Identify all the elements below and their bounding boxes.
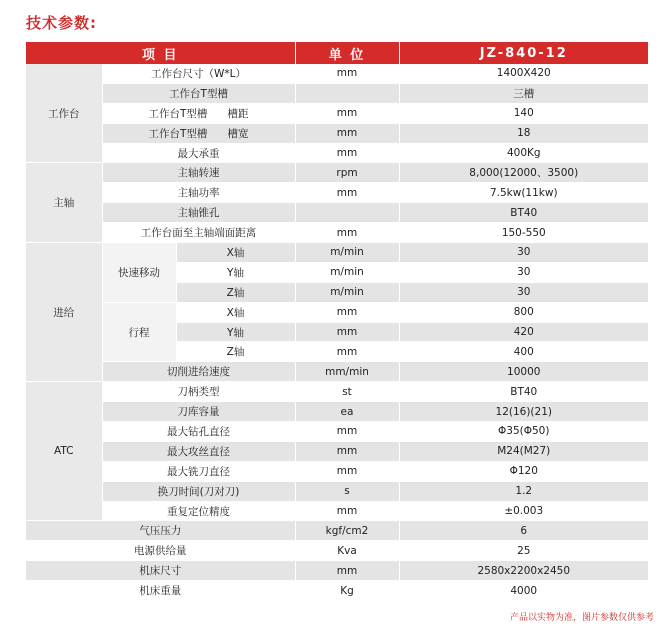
table-row (26, 422, 648, 442)
row-item: Z轴 (176, 342, 295, 362)
row-item: 最大钻孔直径 (102, 422, 295, 442)
row-item: 机床重量 (26, 581, 295, 601)
subgroup-label: 行程 (102, 302, 176, 362)
table-row (26, 481, 648, 501)
row-value: Φ35(Φ50) (399, 422, 648, 442)
table-row (26, 382, 648, 402)
row-item: 主轴锥孔 (102, 203, 295, 223)
row-item: 工作台T型槽 槽宽 (102, 123, 295, 143)
row-item: 主轴转速 (102, 163, 295, 183)
table-row (26, 362, 648, 382)
table-row (26, 163, 648, 183)
row-value: 1400X420 (399, 64, 648, 83)
row-unit: mm (295, 561, 399, 581)
row-unit: mm (295, 422, 399, 442)
row-value: 420 (399, 322, 648, 342)
spec-table (26, 42, 648, 601)
row-unit: m/min (295, 282, 399, 302)
row-unit: m/min (295, 243, 399, 263)
table-row (26, 123, 648, 143)
group-label: 进给 (26, 243, 102, 382)
table-row (26, 541, 648, 561)
row-item: 工作台T型槽 槽距 (102, 103, 295, 123)
table-row (26, 103, 648, 123)
row-item: 刀柄类型 (102, 382, 295, 402)
row-item: 主轴功率 (102, 183, 295, 203)
row-unit: mm (295, 103, 399, 123)
row-value: 4000 (399, 581, 648, 601)
table-row (26, 243, 648, 263)
row-unit: mm (295, 143, 399, 163)
table-row (26, 203, 648, 223)
row-unit: mm (295, 441, 399, 461)
row-value: BT40 (399, 203, 648, 223)
row-item: Y轴 (176, 262, 295, 282)
row-value: 6 (399, 521, 648, 541)
row-item: 换刀时间(刀对刀) (102, 481, 295, 501)
row-item: X轴 (176, 243, 295, 263)
subgroup-label: 快速移动 (102, 243, 176, 303)
row-item: 最大铣刀直径 (102, 461, 295, 481)
row-unit: m/min (295, 262, 399, 282)
group-label: 主轴 (26, 163, 102, 243)
row-unit: Kg (295, 581, 399, 601)
row-value: 150-550 (399, 223, 648, 243)
row-value: 三槽 (399, 83, 648, 103)
row-item: 切削进给速度 (102, 362, 295, 382)
row-value: 7.5kw(11kw) (399, 183, 648, 203)
row-value: 12(16)(21) (399, 402, 648, 422)
row-value: 30 (399, 243, 648, 263)
row-item: 刀库容量 (102, 402, 295, 422)
row-value: 400Kg (399, 143, 648, 163)
row-value: 1.2 (399, 481, 648, 501)
row-item: 工作台T型槽 (102, 83, 295, 103)
row-unit: ea (295, 402, 399, 422)
row-value: 10000 (399, 362, 648, 382)
row-unit: rpm (295, 163, 399, 183)
header-unit: 单 位 (295, 42, 399, 64)
row-unit: mm (295, 223, 399, 243)
row-unit: mm/min (295, 362, 399, 382)
table-row (26, 501, 648, 521)
row-item: 电源供给量 (26, 541, 295, 561)
row-item: 工作台面至主轴端面距离 (102, 223, 295, 243)
row-unit: mm (295, 342, 399, 362)
row-unit: kgf/cm2 (295, 521, 399, 541)
row-item: 气压压力 (26, 521, 295, 541)
row-item: 机床尺寸 (26, 561, 295, 581)
row-item: X轴 (176, 302, 295, 322)
row-item: 最大承重 (102, 143, 295, 163)
header-item: 项 目 (26, 42, 295, 64)
row-value: 800 (399, 302, 648, 322)
row-value: 2580x2200x2450 (399, 561, 648, 581)
table-row (26, 64, 648, 83)
table-row (26, 521, 648, 541)
row-value: ±0.003 (399, 501, 648, 521)
row-value: Φ120 (399, 461, 648, 481)
group-label: ATC (26, 382, 102, 521)
row-unit: mm (295, 123, 399, 143)
table-header (26, 42, 648, 64)
row-value: 400 (399, 342, 648, 362)
table-row (26, 302, 648, 322)
table-row (26, 183, 648, 203)
row-unit: mm (295, 183, 399, 203)
header-model: JZ-840-12 (399, 42, 648, 64)
row-unit: mm (295, 461, 399, 481)
row-value: 18 (399, 123, 648, 143)
row-value: 8,000(12000、3500) (399, 163, 648, 183)
row-unit: mm (295, 501, 399, 521)
table-row (26, 561, 648, 581)
row-item: 最大攻丝直径 (102, 441, 295, 461)
row-unit: mm (295, 322, 399, 342)
row-unit: s (295, 481, 399, 501)
row-unit (295, 83, 399, 103)
table-row (26, 223, 648, 243)
table-row (26, 581, 648, 601)
row-item: 重复定位精度 (102, 501, 295, 521)
disclaimer-note: 产品以实物为准，图片参数仅供参考 (509, 613, 654, 623)
row-item: Y轴 (176, 322, 295, 342)
row-unit (295, 203, 399, 223)
table-row (26, 441, 648, 461)
row-unit: mm (295, 64, 399, 83)
table-row (26, 402, 648, 422)
page-title: 技术参数: (26, 14, 97, 32)
table-row (26, 143, 648, 163)
row-value: 140 (399, 103, 648, 123)
row-value: 25 (399, 541, 648, 561)
table-row (26, 83, 648, 103)
row-unit: mm (295, 302, 399, 322)
row-value: M24(M27) (399, 441, 648, 461)
row-unit: Kva (295, 541, 399, 561)
row-value: 30 (399, 262, 648, 282)
row-value: 30 (399, 282, 648, 302)
table-row (26, 461, 648, 481)
row-value: BT40 (399, 382, 648, 402)
row-item: 工作台尺寸（W*L） (102, 64, 295, 83)
row-item: Z轴 (176, 282, 295, 302)
row-unit: st (295, 382, 399, 402)
group-label: 工作台 (26, 64, 102, 163)
